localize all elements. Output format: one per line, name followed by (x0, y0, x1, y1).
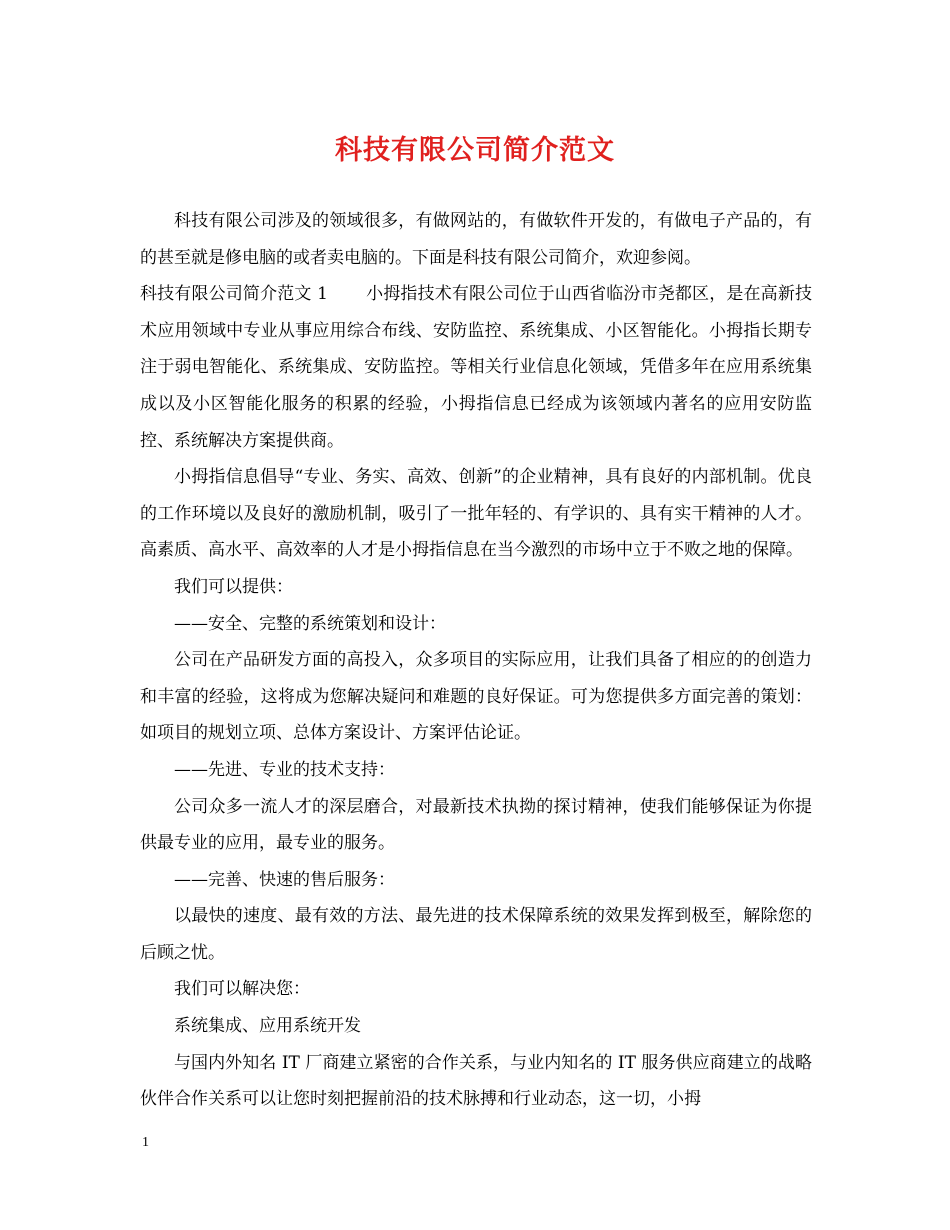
document-body (140, 203, 812, 1118)
paragraph-after-sales: 以最快的速度、最有效的方法、最先进的技术保障系统的效果发挥到极至，解除您的后顾之忧。 (140, 906, 812, 963)
paragraph-company-intro-text: 小拇指技术有限公司位于山西省临汾市尧都区，是在高新技术应用领域中专业从事应用综合布线、安防监控、系统集成、小区智能化。小拇指长期专注于弱电智能化、系统集成、安防监控。等相关行业信息化领域，凭借多年在应用系统集成以及小区智能化服务的积累的经验，小拇指信息已经成为该领域内著名的应用安防监控、系统解决方案提供商。 (140, 284, 812, 451)
paragraph-spirit: 小拇指信息倡导“专业、务实、高效、创新”的企业精神，具有良好的内部机制。优良的工作环境以及良好的激励机制，吸引了一批年轻的、有学识的、具有实干精神的人才。高素质、高水平、高效率的人才是小拇指信息在当今激烈的市场中立于不败之地的保障。 (140, 467, 812, 561)
paragraph-heading-integration: 系统集成、应用系统开发 (174, 1016, 361, 1037)
page-number: 1 (142, 1135, 149, 1150)
section-label: 科技有限公司简介范文 1 (140, 284, 328, 305)
paragraph-intro: 科技有限公司涉及的领域很多，有做网站的，有做软件开发的，有做电子产品的，有的甚至就是修电脑的或者卖电脑的。下面是科技有限公司简介，欢迎参阅。 (140, 211, 812, 268)
paragraph-tech-support: 公司众多一流人才的深层磨合，对最新技术执拗的探讨精神，使我们能够保证为你提供最专业的应用，最专业的服务。 (140, 796, 812, 854)
paragraph-integration: 与国内外知名 IT 厂商建立紧密的合作关系，与业内知名的 IT 服务供应商建立的战略伙伴合作关系可以让您时刻把握前沿的技术脉搏和行业动态，这一切，小拇 (140, 1052, 812, 1110)
paragraph-we-provide: 我们可以提供： (174, 576, 293, 597)
paragraph-company-intro (140, 276, 812, 459)
paragraph-heading-tech-support: ——先进、专业的技术支持： (174, 759, 395, 780)
paragraph-heading-planning: ——安全、完整的系统策划和设计： (174, 613, 446, 634)
document-title: 科技有限公司简介范文 (335, 135, 615, 166)
paragraph-planning: 公司在产品研发方面的高投入，众多项目的实际应用，让我们具备了相应的的创造力和丰富的经验，这将成为您解决疑问和难题的良好保证。可为您提供多方面完善的策划：如项目的规划立项、总体方案设计、方案评估论证。 (140, 650, 812, 744)
paragraph-heading-after-sales: ——完善、快速的售后服务： (174, 869, 395, 890)
paragraph-we-solve: 我们可以解决您： (174, 979, 310, 1000)
